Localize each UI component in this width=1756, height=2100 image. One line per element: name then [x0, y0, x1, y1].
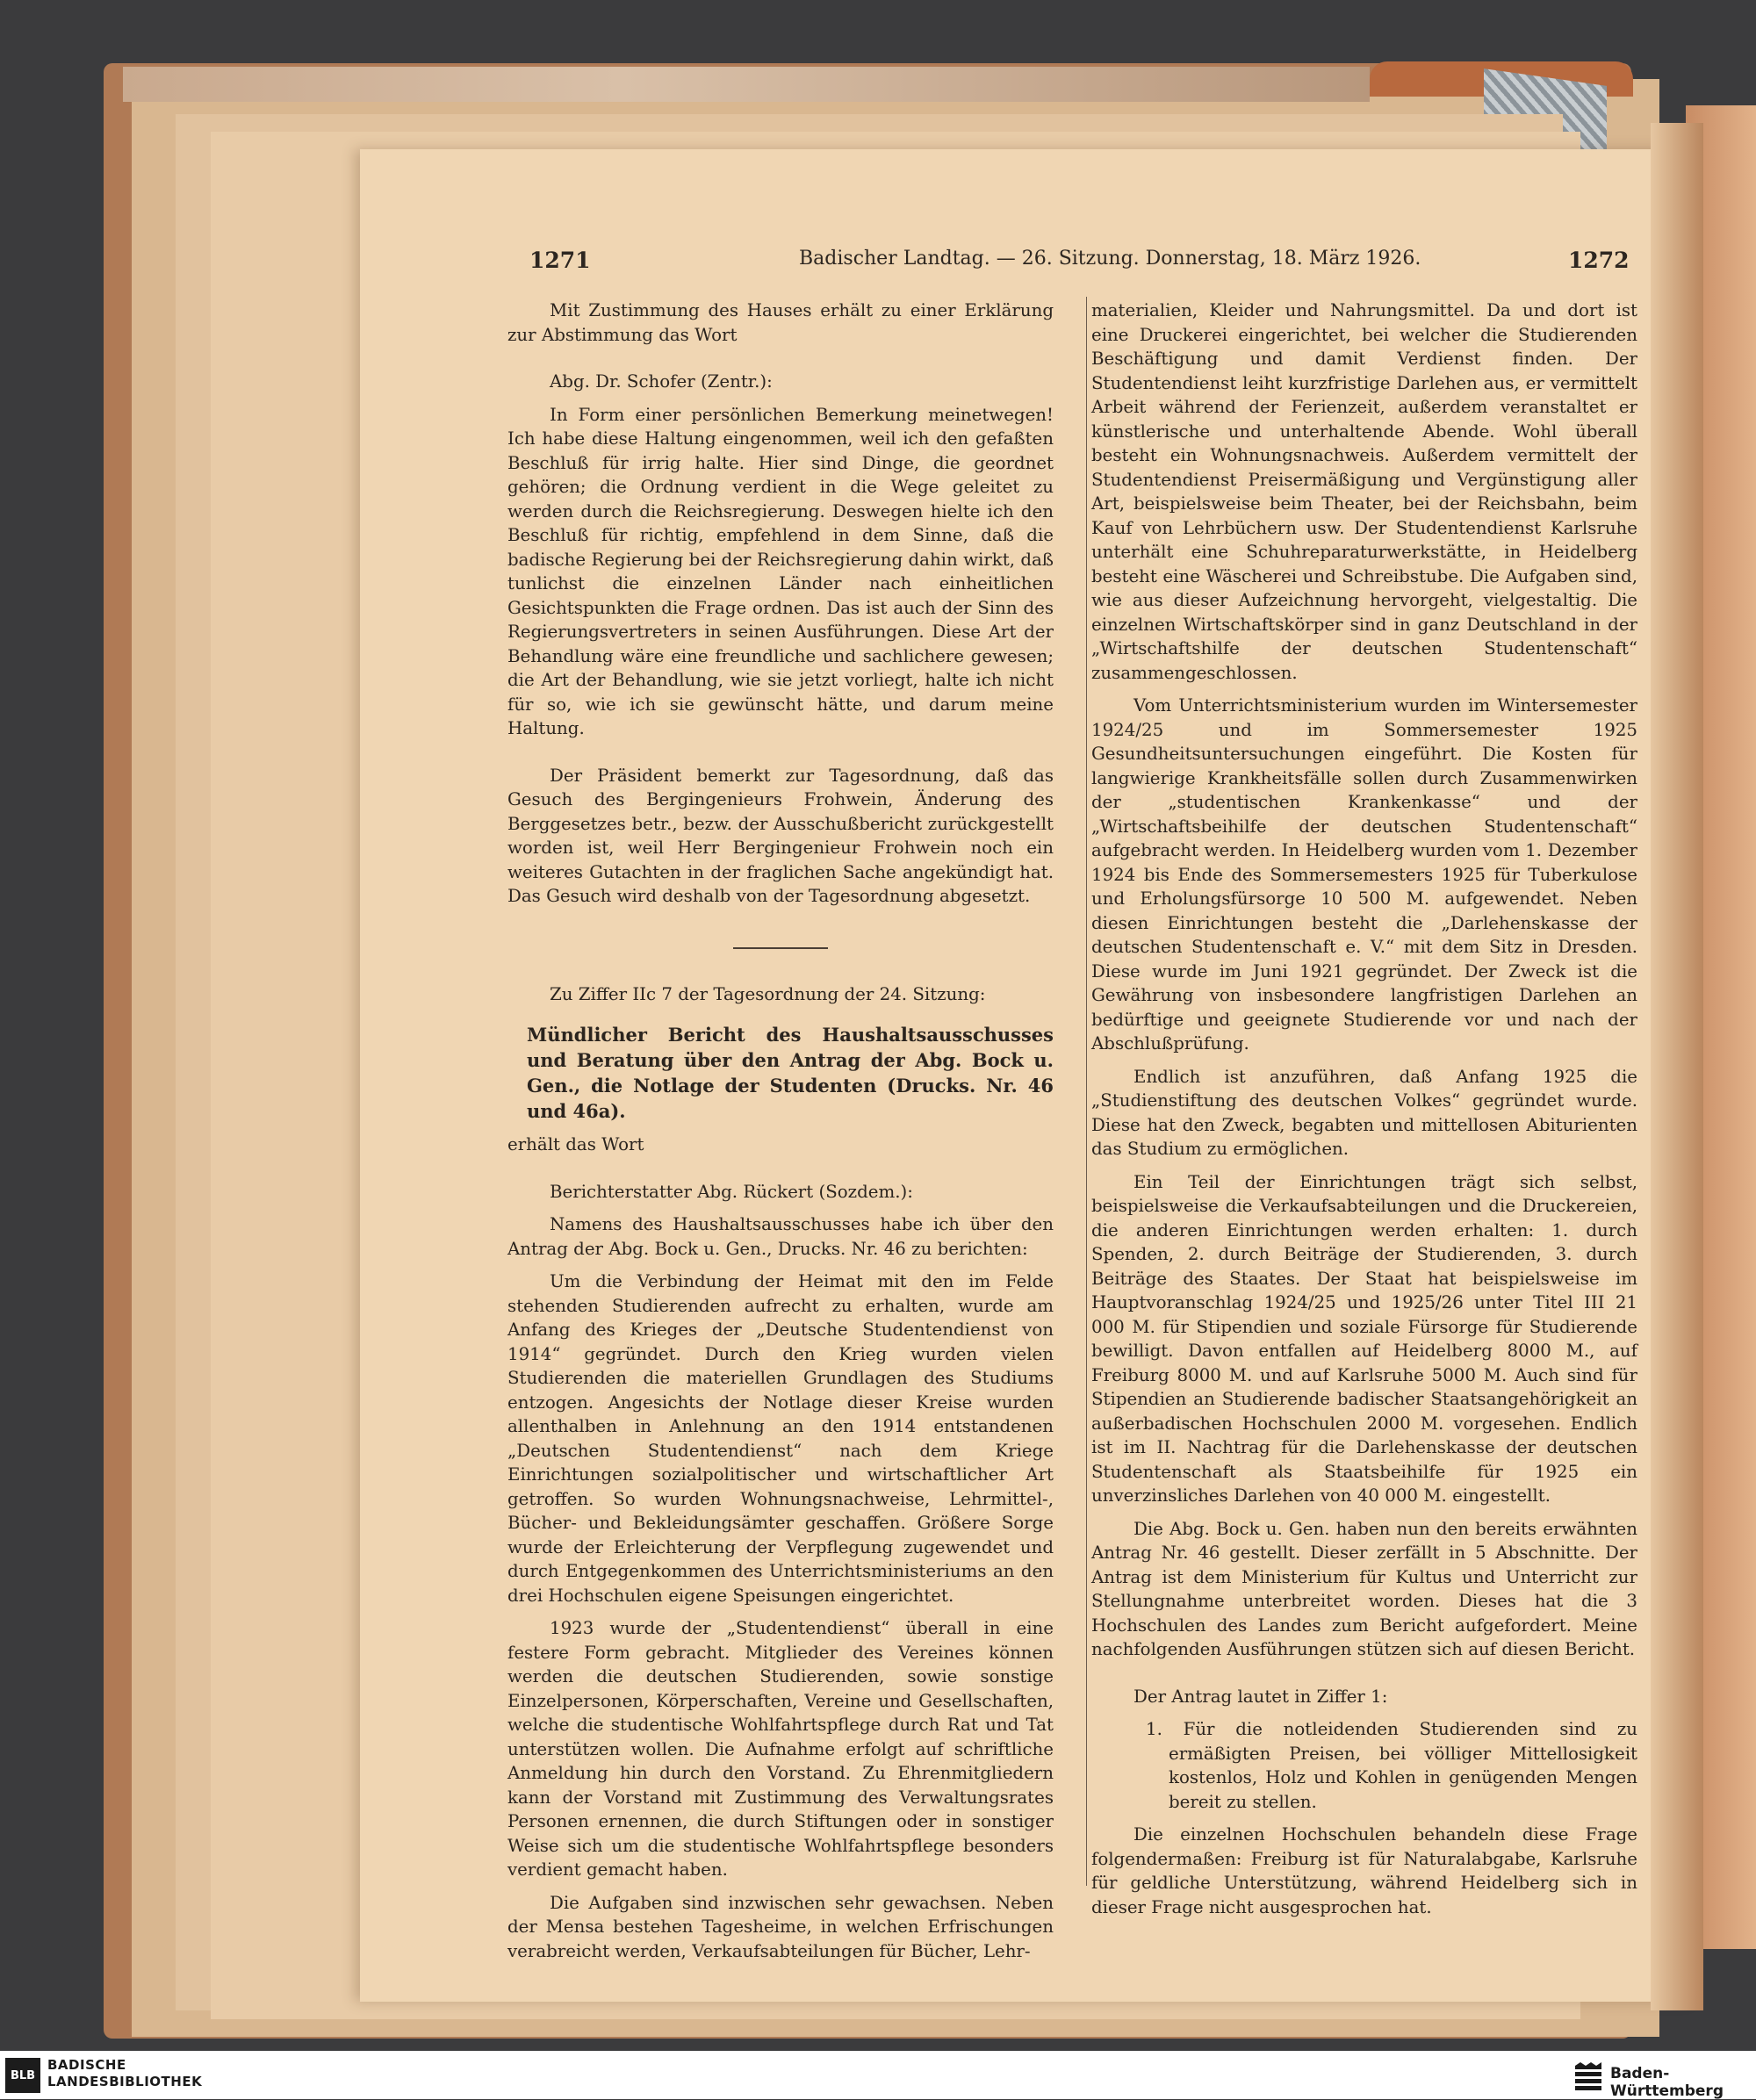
paragraph: Der Präsident bemerkt zur Tagesordnung, daß das Gesuch des Bergingenieurs Frohwein, Änderung des Berggesetzes betr., bezw. der Ausschußbericht zurückgestellt worden ist, weil Herr Bergingenieur Frohwein noch ein weiteres Gutachten in der fraglichen Sache angekündigt hat. Das Gesuch wird deshalb von der Tagesordnung abgesetzt. — [507, 765, 1054, 906]
paragraph: Ein Teil der Einrichtungen trägt sich selbst, beispielsweise die Verkaufsabteilungen und die Druckereien, die anderen Einrichtungen werden erhalten: 1. durch Spenden, 2. durch Beiträge der Studierenden, 3. durch Beiträge des Staates. Der Staat hat beispielsweise im Hauptvoranschlag 1924/25 und 1925/26 unter Titel III 21 000 M. für Stipendien und soziale Fürsorge für Studierende bewilligt. Davon entfallen auf Heidelberg 8000 M., auf Freiburg 8000 M. und auf Karlsruhe 5000 M. Auch sind für Stipendien an Studierende badischer Staatsangehörigkeit an außerbadischen Hochschulen 2000 M. vorgesehen. Endlich ist im II. Nachtrag für die Darlehenskasse der deutschen Studentenschaft als Staatsbeihilfe für 1925 ein unverzinsliches Darlehen von 40 000 M. eingestellt. — [1091, 1171, 1637, 1506]
library-name-line1: BADISCHE — [47, 2057, 126, 2073]
paragraph: Vom Unterrichtsministerium wurden im Wintersemester 1924/25 und im Sommersemester 1925 Gesundheitsuntersuchungen eingeführt. Die Kosten für langwierige Krankheitsfälle sollen durch Zusammenwirken der „studentischen Krankenkasse“ und der „Wirtschaftsbeihilfe der deutschen Studentenschaft“ aufgebracht werden. In Heidelberg wurden vom 1. Dezember 1924 bis Ende des Sommersemesters 1925 für Tuberkulose und Erholungsfürsorge 10 500 M. aufgewendet. Neben diesen Einrichtungen besteht die „Darlehenskasse der deutschen Studentenschaft e. V.“ mit dem Sitz in Dresden. Diese wurde im Juni 1921 gegründet. Der Zweck ist die Gewährung von insbesondere langfristigen Darlehen an bedürftige und geeignete Studierende vor und nach der Abschlußprüfung. — [1091, 695, 1637, 1054]
paragraph: Die Abg. Bock u. Gen. haben nun den bereits erwähnten Antrag Nr. 46 gestellt. Dieser zerfällt in 5 Abschnitte. Der Antrag ist dem Ministerium für Kultus und Unterricht zur Stellungnahme unterbreitet worden. Dieses hat die 3 Hochschulen des Landes zum Bericht aufgefordert. Meine nachfolgenden Ausführungen stützen sich auf diesen Bericht. — [1091, 1518, 1637, 1659]
paragraph: Namens des Haushaltsausschusses habe ich über den Antrag der Abg. Bock u. Gen., Drucks. Nr. 46 zu berichten: — [507, 1214, 1054, 1259]
motion-item: 1. Für die notleidenden Studierenden sind zu ermäßigten Preisen, bei völliger Mittellosigkeit kostenlos, Holz und Kohlen in genügenden Mengen bereit zu stellen. — [1146, 1719, 1637, 1812]
paragraph: Mit Zustimmung des Hauses erhält zu einer Erklärung zur Abstimmung das Wort — [507, 300, 1054, 345]
library-name[interactable] — [47, 2057, 202, 2090]
paragraph: In Form einer persönlichen Bemerkung meinetwegen! Ich habe diese Haltung eingenommen, weil ich den gefaßten Beschluß für irrig halte. Hier sind Dinge, die geordnet gehören; die Ordnung verdient in die Wege geleitet zu werden durch die Reichsregierung. Deswegen hielte ich den Beschluß für richtig, empfehlend in dem Sinne, daß die badische Regierung bei der Reichsregierung dahin wirkt, daß tunlichst die einzelnen Länder nach einheitlichen Gesichtspunkten die Frage ordnen. Das ist auch der Sinn des Regierungsvertreters in seinen Ausführungen. Diese Art der Behandlung wäre eine freundliche und sachlichere gewesen; die Art der Behandlung, wie sie jetzt vorliegt, halte ich nicht für so, wie ich sie gewünscht hätte, und darum meine Haltung. — [507, 404, 1054, 738]
section-heading: Mündlicher Bericht des Haushaltsausschusses und Beratung über den Antrag der Abg. Bock u. Gen., die Notlage der Studenten (Drucks. Nr. 46 und 46a). — [527, 1024, 1054, 1122]
state-coat-of-arms-icon — [1572, 2059, 1605, 2092]
paragraph: Um die Verbindung der Heimat mit den im Felde stehenden Studierenden aufrecht zu erhalten, wurde am Anfang des Krieges der „Deutsche Studentendienst von 1914“ gegründet. Durch den Krieg wurden vielen Studierenden die materiellen Grundlagen des Studiums entzogen. Angesichts der Notlage dieser Kreise wurden allenthalben in Anlehnung an den 1914 entstandenen „Deutschen Studentendienst“ nach dem Kriege Einrichtungen sozialpolitischer und wirtschaftlicher Art getroffen. So wurden Wohnungsnachweise, Lehrmittel-, Bücher- und Bekleidungsämter geschaffen. Größere Sorge wurde der Erleichterung der Verpflegung zugewendet und durch Entgegenkommen des Unterrichtsministeriums an den drei Hochschulen eigene Speisungen eingerichtet. — [507, 1271, 1054, 1606]
book-edge-top — [123, 67, 1370, 102]
right-column — [1091, 298, 1637, 1928]
running-header: Badischer Landtag. — 26. Sitzung. Donnerstag, 18. März 1926. — [799, 248, 1421, 270]
paragraph: 1923 wurde der „Studentendienst“ überall in eine festere Form gebracht. Mitglieder des Vereines können werden die deutschen Studierenden, sowie sonstige Einzelpersonen, Körperschaften, Vereine und Gesellschaften, welche die studentische Wohlfahrtspflege durch Rat und Tat unterstützen wollen. Die Aufnahme erfolgt auf schriftliche Anmeldung hin durch den Vorstand. Zu Ehrenmitgliedern kann der Vorstand mit Zustimmung des Verwaltungsrates Personen ernennen, die durch Stiftungen oder in sonstiger Weise sich um die studentische Wohlfahrtspflege besonders verdient gemacht haben. — [507, 1618, 1054, 1880]
paragraph: Der Antrag lautet in Ziffer 1: — [1133, 1686, 1388, 1707]
footer-bar — [0, 2051, 1756, 2099]
state-label[interactable]: Baden-Württemberg — [1610, 2065, 1724, 2100]
left-column — [507, 298, 1054, 1972]
page-number-right: 1272 — [1568, 248, 1630, 273]
paragraph: materialien, Kleider und Nahrungsmittel. Da und dort ist eine Druckerei eingerichtet, bei welcher die Studierenden Beschäftigung und damit Verdienst finden. Der Studentendienst leiht kurzfristige Darlehen aus, er vermittelt Arbeit während der Ferienzeit, außerdem veranstaltet er künstlerische und unterhaltende Abende. Wohl überall besteht ein Wohnungsnachweis. Außerdem vermittelt der Studentendienst Preisermäßigung und Vergünstigung aller Art, beispielsweise beim Theater, bei der Reichsbahn, beim Kauf von Lehrbüchern usw. Der Studentendienst Karlsruhe unterhält eine Schuhreparaturwerkstätte, in Heidelberg besteht eine Wäscherei und Schreibstube. Die Aufgaben sind, wie aus dieser Aufzeichnung hervorgeht, vielgestaltig. Die einzelnen Wirtschaftskörper sind in ganz Deutschland in der „Wirtschaftshilfe der deutschen Studentenschaft“ zusammengeschlossen. — [1091, 300, 1637, 683]
speaker-line: Berichterstatter Abg. Rückert (Sozdem.): — [550, 1181, 913, 1202]
page-gutter — [1651, 123, 1703, 2010]
agenda-item: Zu Ziffer IIc 7 der Tagesordnung der 24. Sitzung: — [550, 983, 986, 1004]
paragraph: erhält das Wort — [507, 1134, 644, 1154]
paragraph: Die Aufgaben sind inzwischen sehr gewachsen. Neben der Mensa bestehen Tagesheime, in welchen Erfrischungen verabreicht werden, Verkaufsabteilungen für Bücher, Lehr- — [507, 1892, 1054, 1961]
blb-logo[interactable]: BLB — [5, 2058, 40, 2093]
paragraph: Endlich ist anzuführen, daß Anfang 1925 die „Studienstiftung des deutschen Volkes“ gegründet wurde. Diese hat den Zweck, begabten und mittellosen Abiturienten das Studium zu ermöglichen. — [1091, 1066, 1637, 1159]
speaker-line: Abg. Dr. Schofer (Zentr.): — [550, 371, 773, 392]
page-number-left: 1271 — [529, 248, 591, 273]
section-divider — [733, 947, 828, 949]
library-name-line2: LANDESBIBLIOTHEK — [47, 2074, 203, 2089]
paragraph: Die einzelnen Hochschulen behandeln diese Frage folgendermaßen: Freiburg ist für Naturalabgabe, Karlsruhe für geldliche Unterstützung, während Heidelberg sich in dieser Frage nicht ausgesprochen hat. — [1091, 1824, 1637, 1917]
column-divider — [1086, 297, 1087, 1886]
